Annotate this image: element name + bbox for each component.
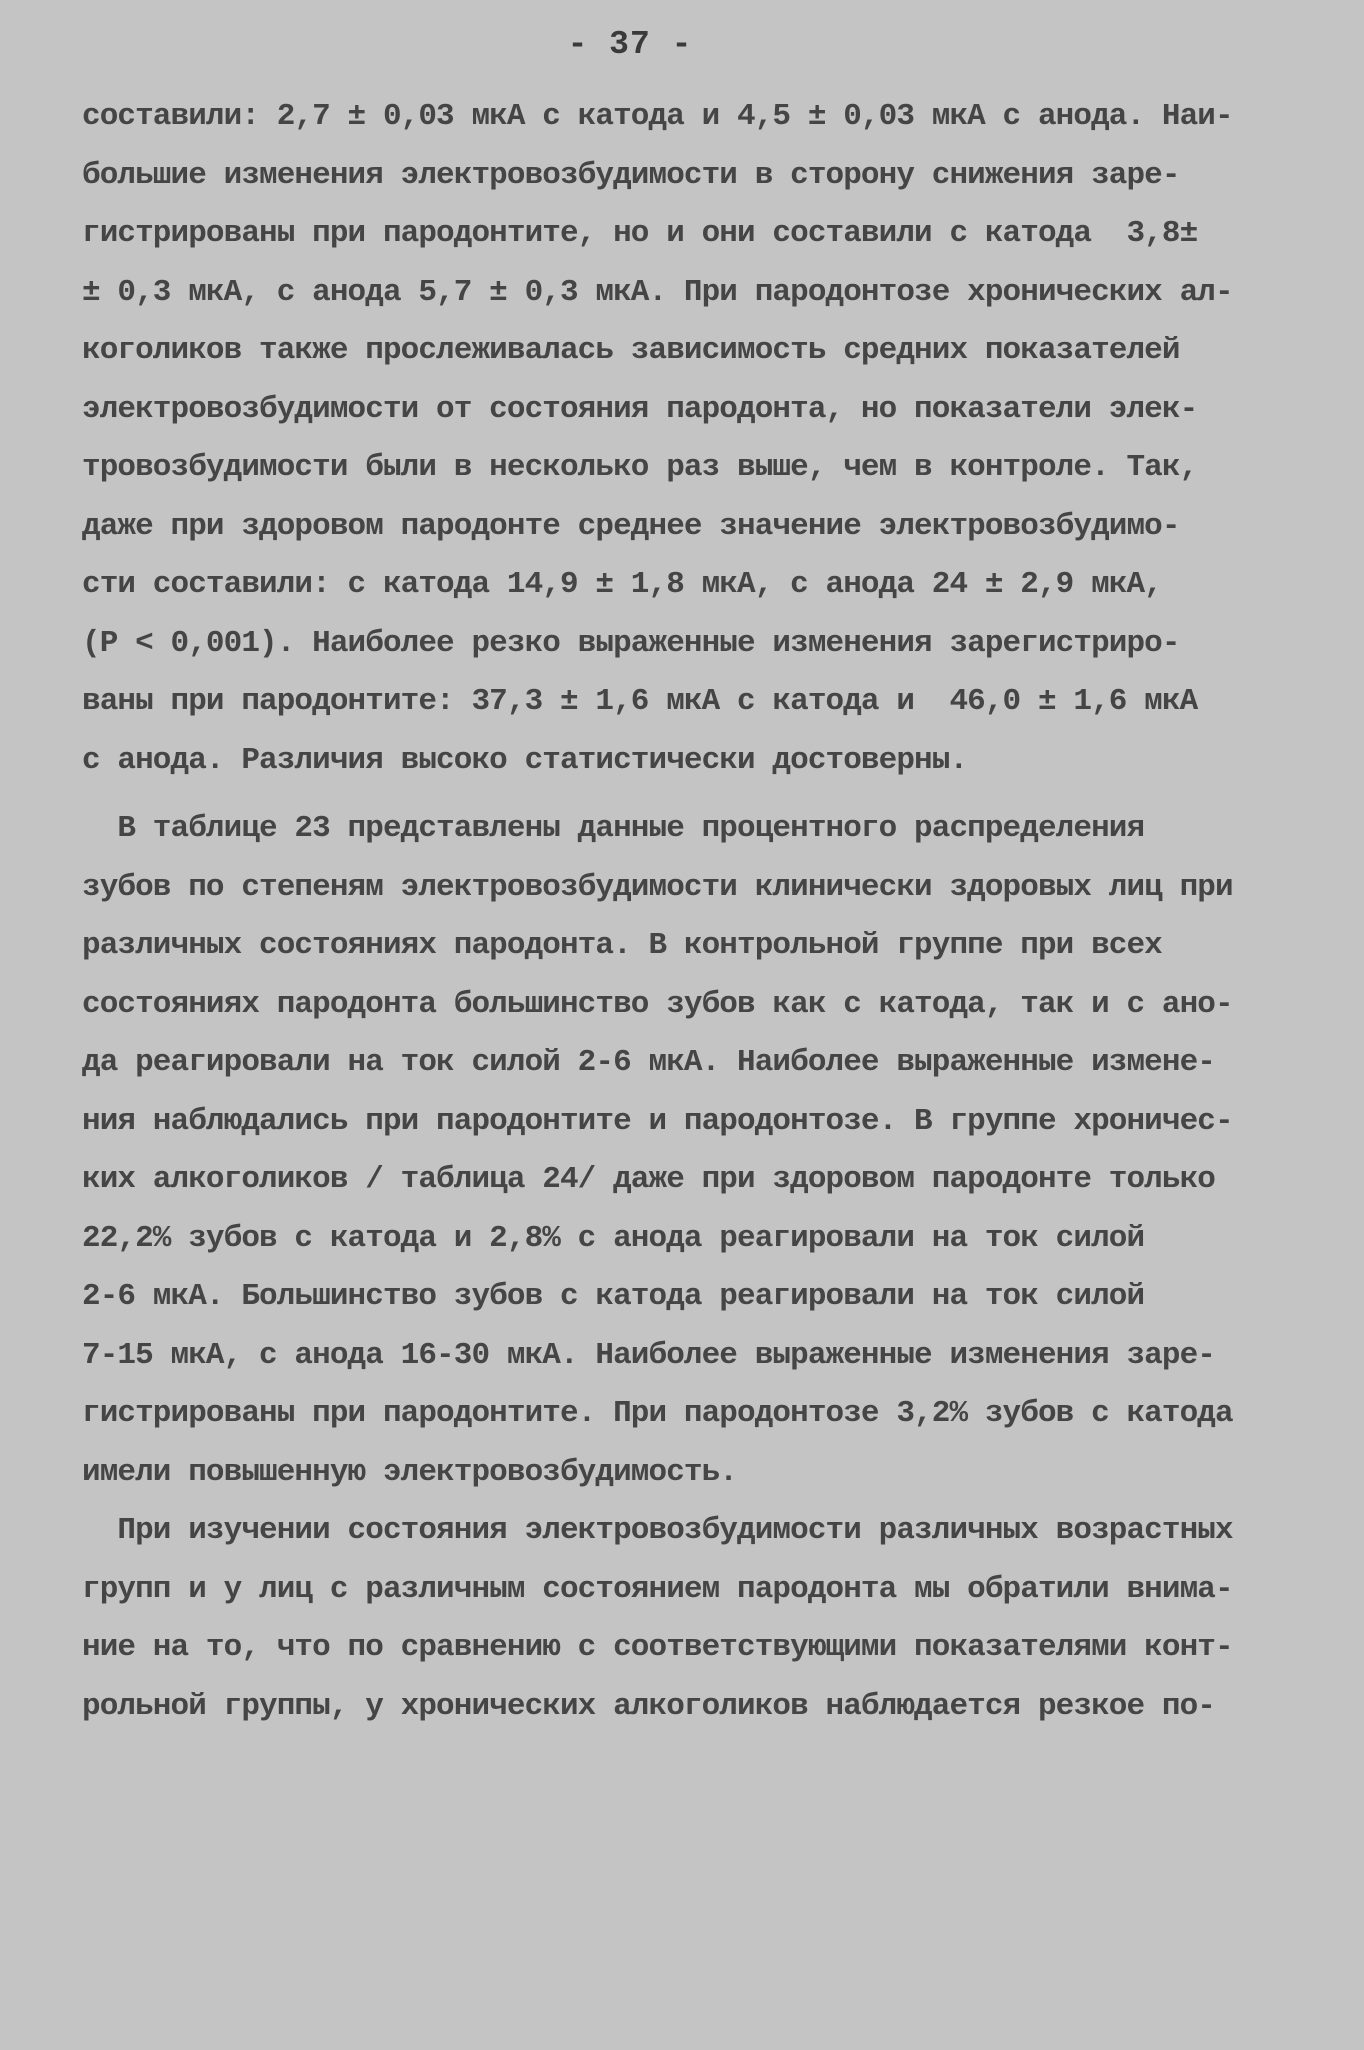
text-line: имели повышенную электровозбудимость. — [82, 1454, 738, 1490]
text-line: сти составили: с катода 14,9 ± 1,8 мкА, с анода 24 ± 2,9 мкА, — [82, 567, 1162, 602]
paragraph-3 — [82, 1502, 1282, 1736]
text-line: (Р < 0,001). Наиболее резко выраженные изменения зарегистриро- — [82, 625, 1180, 661]
text-line: В таблице 23 представлены данные процентного распределения — [82, 811, 1145, 846]
paragraph-1 — [82, 88, 1282, 790]
text-line: 2-6 мкА. Большинство зубов с катода реагировали на ток силой — [82, 1279, 1145, 1314]
text-line: рольной группы, у хронических алкоголиков наблюдается резкое по- — [82, 1688, 1215, 1724]
text-line: с анода. Различия высоко статистически достоверны. — [82, 742, 968, 778]
text-line: 7-15 мкА, с анода 16-30 мкА. Наиболее выраженные изменения заре- — [82, 1337, 1215, 1373]
text-line: состояниях пародонта большинство зубов как с катода, так и с ано- — [82, 986, 1233, 1022]
text-line: При изучении состояния электровозбудимости различных возрастных — [82, 1513, 1233, 1548]
page-number: - 37 - — [567, 26, 693, 63]
text-line: 22,2% зубов с катода и 2,8% с анода реагировали на ток силой — [82, 1220, 1145, 1256]
paragraph-2 — [82, 800, 1282, 1502]
text-line: ± 0,3 мкА, с анода 5,7 ± 0,3 мкА. При пародонтозе хронических ал- — [82, 274, 1233, 310]
text-line: тровозбудимости были в несколько раз выше, чем в контроле. Так, — [82, 450, 1198, 485]
text-line: электровозбудимости от состояния пародонта, но показатели элек- — [82, 391, 1198, 427]
text-line: коголиков также прослеживалась зависимость средних показателей — [82, 333, 1180, 368]
text-line: гистрированы при пародонтите, но и они составили с катода 3,8± — [82, 216, 1198, 251]
text-line: ние на то, что по сравнению с соответствующими показателями конт- — [82, 1630, 1233, 1665]
text-line: составили: 2,7 ± 0,03 мкА с катода и 4,5 ± 0,03 мкА с анода. Наи- — [82, 99, 1233, 134]
text-line: ких алкоголиков / таблица 24/ даже при здоровом пародонте только — [82, 1162, 1215, 1197]
text-line: большие изменения электровозбудимости в сторону снижения заре- — [82, 157, 1180, 193]
text-line: зубов по степеням электровозбудимости клинически здоровых лиц при — [82, 869, 1233, 905]
text-line: ваны при пародонтите: 37,3 ± 1,6 мкА с катода и 46,0 ± 1,6 мкА — [82, 684, 1198, 719]
text-line: даже при здоровом пародонте среднее значение электровозбудимо- — [82, 508, 1180, 544]
text-line: гистрированы при пародонтите. При пародонтозе 3,2% зубов с катода — [82, 1396, 1233, 1431]
text-line: да реагировали на ток силой 2-6 мкА. Наиболее выраженные измене- — [82, 1045, 1215, 1080]
text-line: групп и у лиц с различным состоянием пародонта мы обратили внима- — [82, 1571, 1233, 1607]
text-line: различных состояниях пародонта. В контрольной группе при всех — [82, 928, 1162, 963]
text-line: ния наблюдались при пародонтите и пародонтозе. В группе хроничес- — [82, 1103, 1233, 1139]
